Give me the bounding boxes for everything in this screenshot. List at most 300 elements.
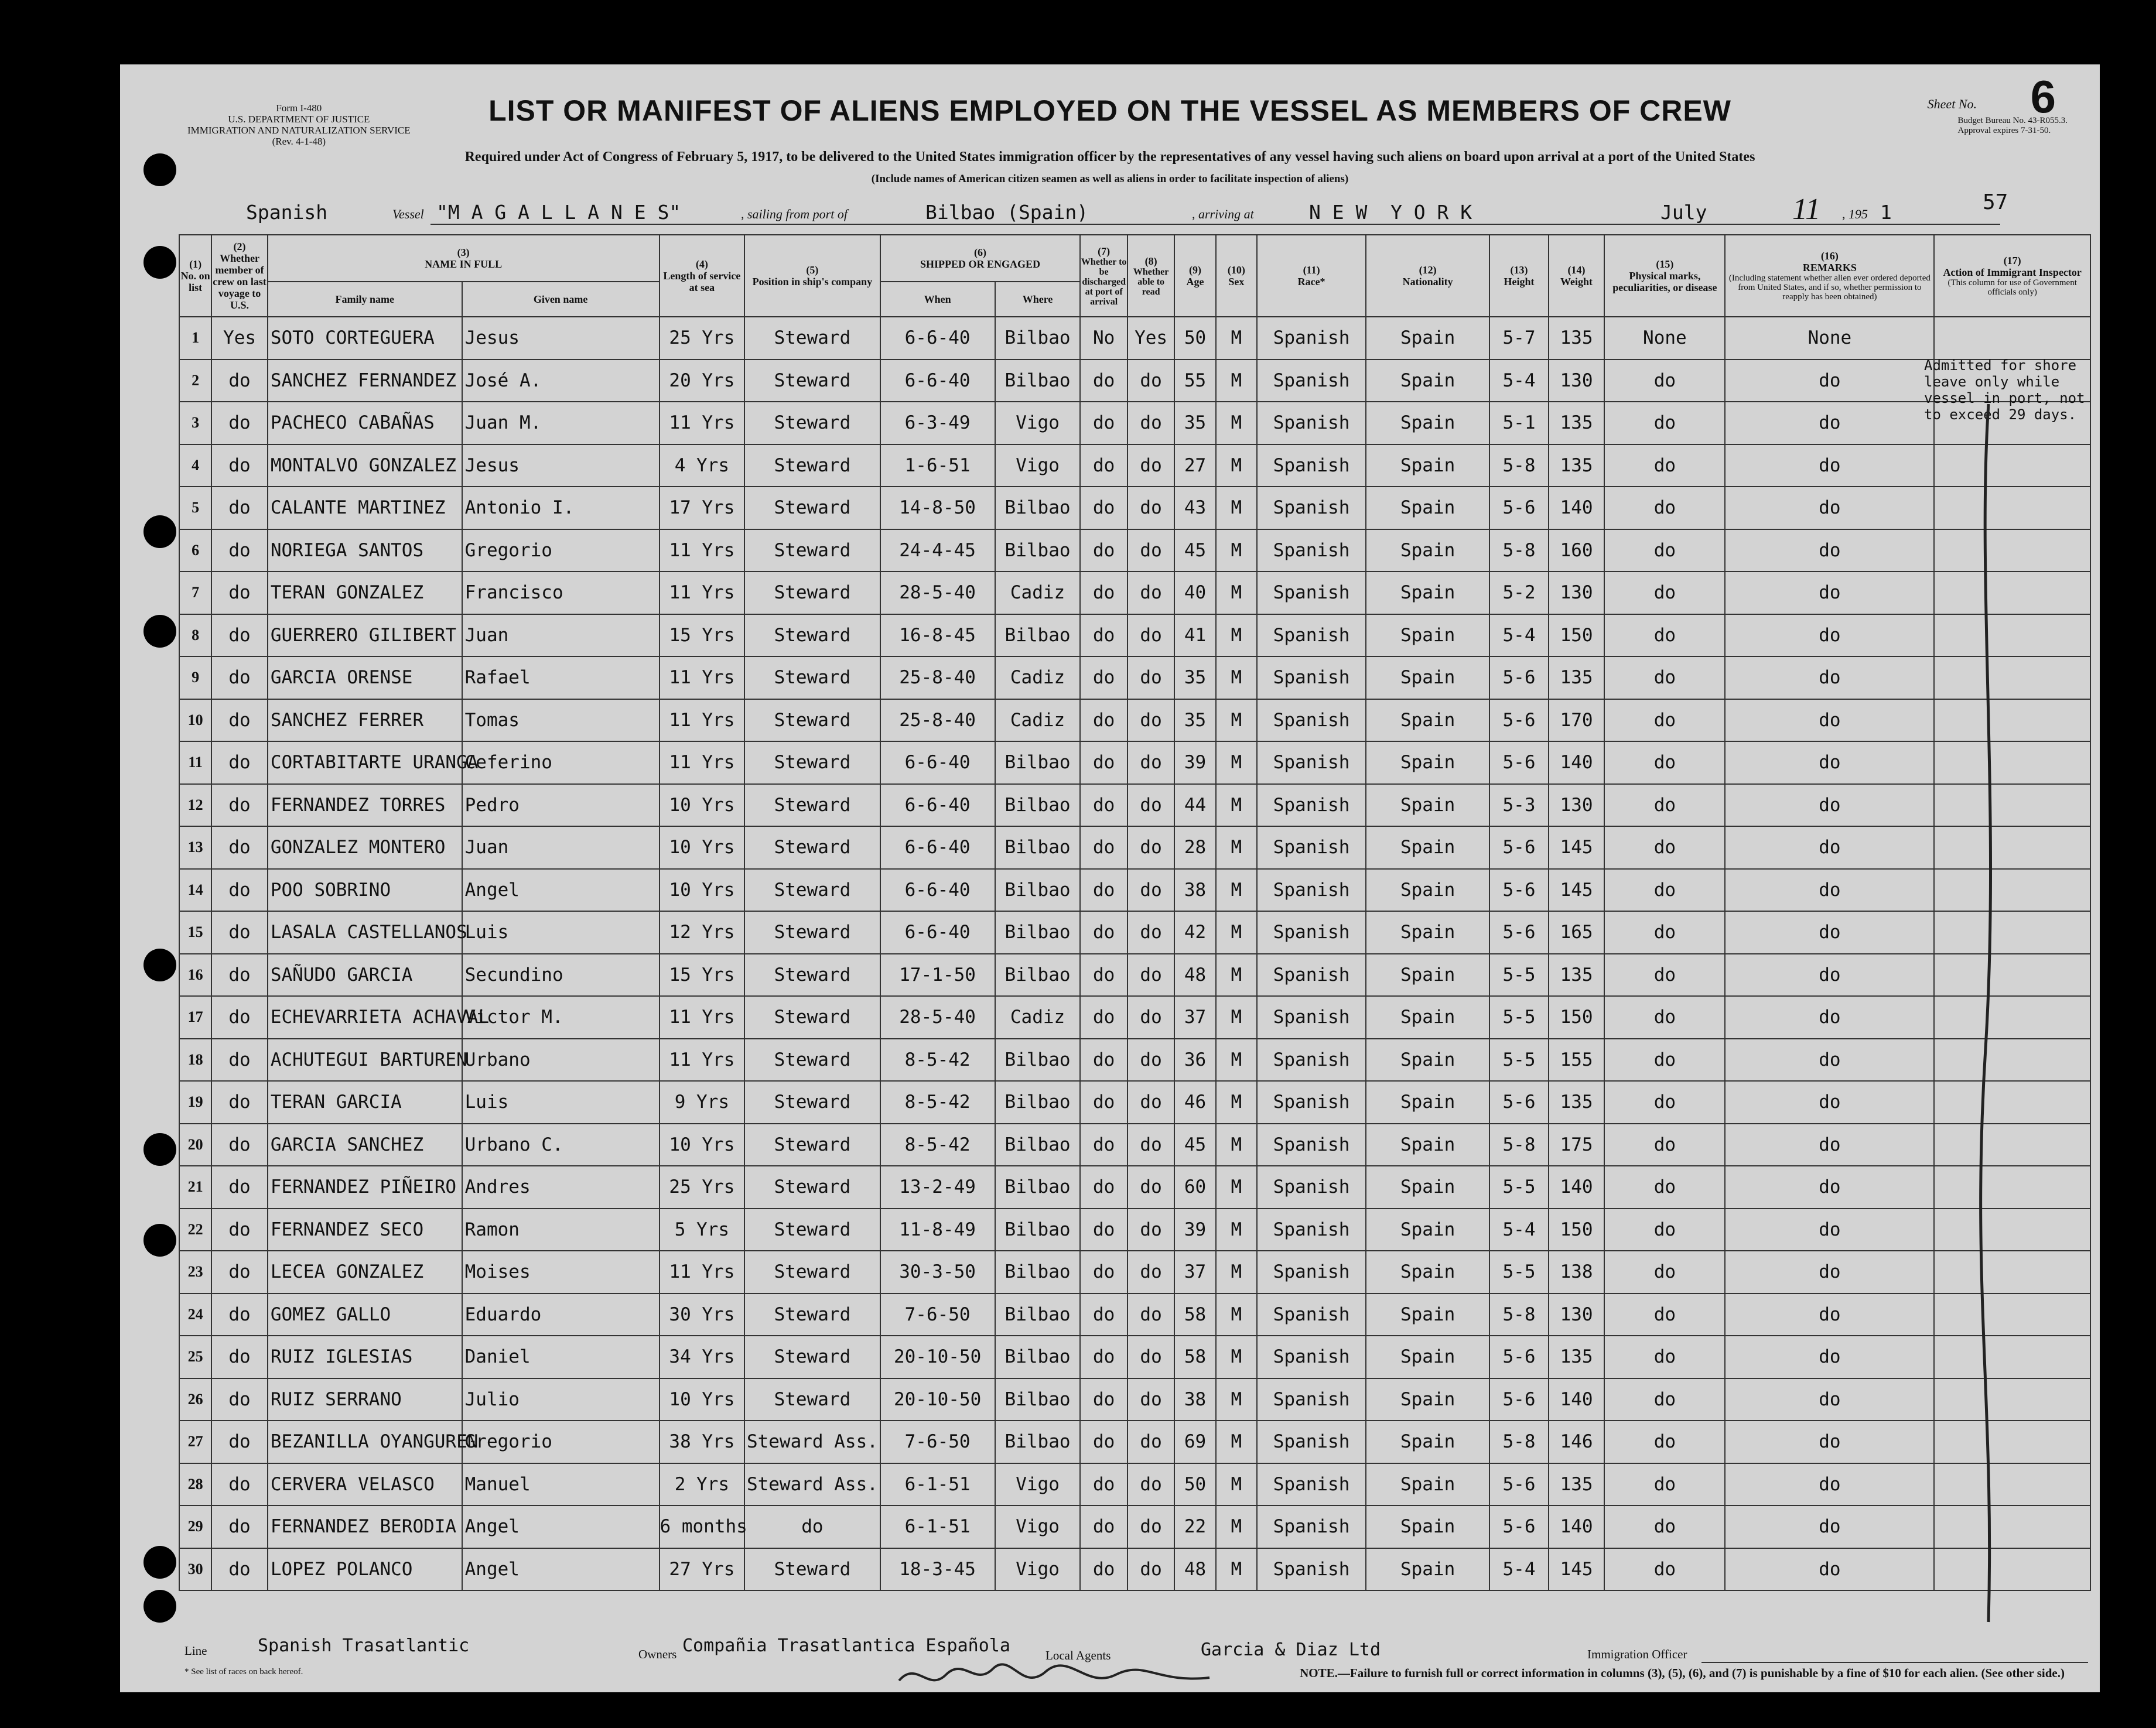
cell-able-to-read: do [1127, 1463, 1174, 1506]
cell-length-of-service: 34 Yrs [660, 1336, 745, 1378]
cell-able-to-read: do [1127, 954, 1174, 997]
cell-shipped-when: 28-5-40 [880, 996, 995, 1039]
cell-able-to-read: do [1127, 1336, 1174, 1378]
cell-given-name: José A. [462, 360, 660, 402]
cell-shipped-where: Bilbao [995, 317, 1081, 360]
cell-remarks: do [1725, 1463, 1934, 1506]
cell-position: Steward [744, 1548, 880, 1591]
cell-physical-marks: do [1604, 487, 1725, 529]
cell-row-number: 22 [179, 1209, 211, 1251]
cell-able-to-read: do [1127, 444, 1174, 487]
cell-remarks: do [1725, 1421, 1934, 1463]
cell-age: 58 [1174, 1294, 1215, 1336]
cell-shipped-when: 24-4-45 [880, 529, 995, 572]
binder-hole [143, 246, 176, 279]
cell-family-name: NORIEGA SANTOS [268, 529, 462, 572]
cell-race: Spanish [1257, 699, 1366, 742]
cell-height: 5-4 [1489, 614, 1549, 657]
cell-previous-voyage: do [211, 1166, 268, 1209]
cell-nationality: Spain [1366, 1251, 1489, 1294]
cell-weight: 130 [1549, 572, 1605, 614]
cell-family-name: TERAN GARCIA [268, 1081, 462, 1124]
cell-length-of-service: 11 Yrs [660, 529, 745, 572]
cell-previous-voyage: do [211, 911, 268, 954]
cell-length-of-service: 11 Yrs [660, 1039, 745, 1082]
binder-hole [143, 1590, 176, 1623]
cell-inspector-action [1934, 784, 2090, 827]
cell-previous-voyage: do [211, 1294, 268, 1336]
cell-shipped-where: Bilbao [995, 826, 1081, 869]
cell-sex: M [1216, 996, 1257, 1039]
binder-hole [143, 153, 176, 186]
owners-value: Compañia Trasatlantica Española [682, 1635, 1010, 1656]
cell-able-to-read: do [1127, 1251, 1174, 1294]
cell-age: 50 [1174, 317, 1215, 360]
col-name-number: (3) [457, 247, 470, 258]
col-sex-label: Sex [1228, 276, 1245, 288]
cell-sex: M [1216, 784, 1257, 827]
cell-weight: 150 [1549, 1209, 1605, 1251]
cell-remarks: do [1725, 954, 1934, 997]
cell-physical-marks: do [1604, 402, 1725, 444]
table-row [179, 572, 2090, 614]
col-service-label: Length of service at sea [663, 270, 741, 293]
cell-shipped-when: 6-3-49 [880, 402, 995, 444]
cell-shipped-where: Bilbao [995, 614, 1081, 657]
service-name: IMMIGRATION AND NATURALIZATION SERVICE [187, 125, 411, 136]
cell-shipped-when: 6-6-40 [880, 360, 995, 402]
cell-shipped-when: 6-6-40 [880, 826, 995, 869]
cell-shipped-when: 8-5-42 [880, 1081, 995, 1124]
cell-given-name: Manuel [462, 1463, 660, 1506]
col-inspector-label: Action of Immigrant Inspector [1943, 266, 2082, 278]
cell-physical-marks: do [1604, 1166, 1725, 1209]
cell-able-to-read: do [1127, 1505, 1174, 1548]
cell-inspector-action [1934, 1039, 2090, 1082]
cell-inspector-action [1934, 954, 2090, 997]
cell-race: Spanish [1257, 869, 1366, 912]
cell-previous-voyage: do [211, 954, 268, 997]
cell-row-number: 23 [179, 1251, 211, 1294]
cell-family-name: RUIZ SERRANO [268, 1378, 462, 1421]
col-shipped-label: SHIPPED OR ENGAGED [920, 258, 1041, 270]
cell-position: Steward [744, 1336, 880, 1378]
cell-row-number: 15 [179, 911, 211, 954]
cell-length-of-service: 2 Yrs [660, 1463, 745, 1506]
cell-height: 5-1 [1489, 402, 1549, 444]
cell-previous-voyage: do [211, 1251, 268, 1294]
cell-row-number: 19 [179, 1081, 211, 1124]
cell-sex: M [1216, 1166, 1257, 1209]
cell-sex: M [1216, 444, 1257, 487]
cell-position: Steward [744, 614, 880, 657]
col-shipped-number: (6) [974, 247, 986, 258]
table-row [179, 741, 2090, 784]
cell-given-name: Angel [462, 1548, 660, 1591]
form-number: Form I-480 [276, 102, 322, 114]
binder-hole [143, 615, 176, 648]
cell-family-name: CERVERA VELASCO [268, 1463, 462, 1506]
cell-shipped-when: 6-6-40 [880, 869, 995, 912]
col-height [1489, 235, 1549, 317]
cell-inspector-action [1934, 1463, 2090, 1506]
cell-shipped-when: 28-5-40 [880, 572, 995, 614]
col-height-number: (13) [1510, 264, 1528, 276]
cell-sex: M [1216, 1294, 1257, 1336]
binder-hole [143, 1133, 176, 1166]
cell-remarks: do [1725, 1166, 1934, 1209]
col-remarks-number: (16) [1820, 250, 1839, 262]
cell-age: 48 [1174, 954, 1215, 997]
cell-shipped-when: 8-5-42 [880, 1039, 995, 1082]
cell-length-of-service: 30 Yrs [660, 1294, 745, 1336]
cell-position: Steward [744, 360, 880, 402]
cell-height: 5-4 [1489, 1209, 1549, 1251]
table-row [179, 784, 2090, 827]
cell-shipped-when: 16-8-45 [880, 614, 995, 657]
cell-nationality: Spain [1366, 1336, 1489, 1378]
cell-remarks: do [1725, 1209, 1934, 1251]
cell-position: Steward [744, 1039, 880, 1082]
cell-family-name: FERNANDEZ TORRES [268, 784, 462, 827]
cell-row-number: 4 [179, 444, 211, 487]
cell-discharged: do [1080, 826, 1127, 869]
cell-given-name: Urbano [462, 1039, 660, 1082]
cell-remarks: None [1725, 317, 1934, 360]
cell-length-of-service: 5 Yrs [660, 1209, 745, 1251]
crew-table [179, 234, 2091, 1591]
table-row [179, 1548, 2090, 1591]
cell-inspector-action [1934, 996, 2090, 1039]
cell-given-name: Jesus [462, 317, 660, 360]
cell-nationality: Spain [1366, 360, 1489, 402]
cell-position: Steward Ass. [744, 1463, 880, 1506]
cell-shipped-where: Bilbao [995, 1336, 1081, 1378]
cell-inspector-action [1934, 826, 2090, 869]
cell-discharged: do [1080, 1294, 1127, 1336]
col-when: When [880, 282, 995, 317]
cell-weight: 145 [1549, 826, 1605, 869]
cell-weight: 155 [1549, 1039, 1605, 1082]
approval-expiry: Approval expires 7-31-50. [1957, 126, 2051, 135]
col-family-name: Family name [268, 282, 462, 317]
cell-sex: M [1216, 699, 1257, 742]
cell-nationality: Spain [1366, 954, 1489, 997]
cell-nationality: Spain [1366, 444, 1489, 487]
cell-length-of-service: 17 Yrs [660, 487, 745, 529]
cell-inspector-action [1934, 656, 2090, 699]
cell-family-name: ECHEVARRIETA ACHAVAL [268, 996, 462, 1039]
cell-given-name: Juan [462, 826, 660, 869]
cell-weight: 130 [1549, 1294, 1605, 1336]
cell-shipped-when: 6-6-40 [880, 911, 995, 954]
cell-row-number: 28 [179, 1463, 211, 1506]
cell-able-to-read: do [1127, 1081, 1174, 1124]
cell-physical-marks: do [1604, 1421, 1725, 1463]
cell-discharged: do [1080, 1124, 1127, 1166]
cell-weight: 140 [1549, 487, 1605, 529]
col-discharged-number: (7) [1098, 245, 1111, 257]
cell-able-to-read: do [1127, 996, 1174, 1039]
cell-position: Steward [744, 444, 880, 487]
cell-family-name: LECEA GONZALEZ [268, 1251, 462, 1294]
cell-shipped-where: Vigo [995, 1505, 1081, 1548]
cell-age: 35 [1174, 402, 1215, 444]
cell-race: Spanish [1257, 741, 1366, 784]
sheet-number: 6 [2030, 71, 2056, 122]
table-row [179, 317, 2090, 360]
cell-inspector-action [1934, 572, 2090, 614]
cell-position: Steward [744, 1166, 880, 1209]
cell-sex: M [1216, 572, 1257, 614]
cell-family-name: FERNANDEZ SECO [268, 1209, 462, 1251]
cell-nationality: Spain [1366, 572, 1489, 614]
cell-discharged: do [1080, 1463, 1127, 1506]
cell-physical-marks: do [1604, 741, 1725, 784]
cell-remarks: do [1725, 826, 1934, 869]
cell-able-to-read: do [1127, 1039, 1174, 1082]
cell-race: Spanish [1257, 1548, 1366, 1591]
cell-position: Steward [744, 656, 880, 699]
cell-sex: M [1216, 1548, 1257, 1591]
cell-sex: M [1216, 954, 1257, 997]
cell-nationality: Spain [1366, 1505, 1489, 1548]
cell-length-of-service: 15 Yrs [660, 614, 745, 657]
cell-height: 5-5 [1489, 1166, 1549, 1209]
cell-row-number: 2 [179, 360, 211, 402]
cell-given-name: Andres [462, 1166, 660, 1209]
cell-family-name: TERAN GONZALEZ [268, 572, 462, 614]
cell-remarks: do [1725, 741, 1934, 784]
cell-age: 37 [1174, 1251, 1215, 1294]
cell-race: Spanish [1257, 1081, 1366, 1124]
cell-given-name: Gregorio [462, 529, 660, 572]
table-row [179, 444, 2090, 487]
year-digit: 1 [1880, 201, 1892, 224]
officer-label: Immigration Officer [1587, 1647, 1687, 1661]
form-revision: (Rev. 4-1-48) [272, 136, 326, 147]
cell-position: Steward [744, 1251, 880, 1294]
cell-age: 35 [1174, 656, 1215, 699]
cell-shipped-when: 14-8-50 [880, 487, 995, 529]
cell-physical-marks: do [1604, 699, 1725, 742]
cell-race: Spanish [1257, 1039, 1366, 1082]
cell-nationality: Spain [1366, 1421, 1489, 1463]
cell-height: 5-6 [1489, 1505, 1549, 1548]
cell-height: 5-6 [1489, 699, 1549, 742]
cell-inspector-action [1934, 1166, 2090, 1209]
cell-age: 38 [1174, 869, 1215, 912]
table-row [179, 614, 2090, 657]
cell-height: 5-7 [1489, 317, 1549, 360]
penalty-note: NOTE.—Failure to furnish full or correct information in columns (3), (5), (6), and (7) is punishable by a fine of $10 for each alien. (See other side.) [1300, 1666, 2065, 1680]
cell-given-name: Angel [462, 869, 660, 912]
table-row [179, 1166, 2090, 1209]
cell-row-number: 6 [179, 529, 211, 572]
cell-length-of-service: 4 Yrs [660, 444, 745, 487]
cell-given-name: Victor M. [462, 996, 660, 1039]
cell-age: 60 [1174, 1166, 1215, 1209]
line-label: Line [184, 1644, 207, 1658]
cell-discharged: do [1080, 954, 1127, 997]
cell-shipped-when: 8-5-42 [880, 1124, 995, 1166]
cell-age: 39 [1174, 1209, 1215, 1251]
cell-inspector-action [1934, 699, 2090, 742]
table-row [179, 1209, 2090, 1251]
cell-nationality: Spain [1366, 1548, 1489, 1591]
cell-nationality: Spain [1366, 826, 1489, 869]
cell-row-number: 12 [179, 784, 211, 827]
cell-age: 42 [1174, 911, 1215, 954]
line-value: Spanish Trasatlantic [258, 1635, 470, 1656]
cell-physical-marks: do [1604, 1548, 1725, 1591]
include-note: (Include names of American citizen seamen as well as aliens in order to facilitate inspection of aliens) [871, 173, 1349, 185]
cell-able-to-read: do [1127, 741, 1174, 784]
binder-hole [143, 1224, 176, 1257]
cell-position: Steward [744, 911, 880, 954]
cell-inspector-action [1934, 444, 2090, 487]
cell-height: 5-6 [1489, 1378, 1549, 1421]
cell-discharged: do [1080, 784, 1127, 827]
manifest-sheet [120, 64, 2100, 1692]
cell-family-name: SOTO CORTEGUERA [268, 317, 462, 360]
cell-given-name: Francisco [462, 572, 660, 614]
cell-length-of-service: 10 Yrs [660, 1124, 745, 1166]
col-weight-number: (14) [1567, 264, 1586, 276]
cell-age: 39 [1174, 741, 1215, 784]
cell-row-number: 14 [179, 869, 211, 912]
cell-discharged: do [1080, 614, 1127, 657]
cell-position: do [744, 1505, 880, 1548]
cell-weight: 138 [1549, 1251, 1605, 1294]
cell-sex: M [1216, 1336, 1257, 1378]
cell-race: Spanish [1257, 1378, 1366, 1421]
cell-able-to-read: do [1127, 360, 1174, 402]
cell-able-to-read: Yes [1127, 317, 1174, 360]
cell-height: 5-4 [1489, 360, 1549, 402]
cell-family-name: LOPEZ POLANCO [268, 1548, 462, 1591]
inspector-note: Admitted for shore leave only while vessel in port, not to exceed 29 days. [1924, 357, 2085, 423]
cell-weight: 135 [1549, 402, 1605, 444]
cell-sex: M [1216, 1209, 1257, 1251]
cell-remarks: do [1725, 1081, 1934, 1124]
cell-sex: M [1216, 487, 1257, 529]
cell-physical-marks: do [1604, 1039, 1725, 1082]
cell-shipped-where: Bilbao [995, 1081, 1081, 1124]
cell-inspector-action [1934, 1378, 2090, 1421]
col-age-number: (9) [1189, 264, 1201, 276]
cell-length-of-service: 6 months [660, 1505, 745, 1548]
cell-nationality: Spain [1366, 1039, 1489, 1082]
cell-age: 22 [1174, 1505, 1215, 1548]
cell-previous-voyage: do [211, 360, 268, 402]
cell-height: 5-6 [1489, 1081, 1549, 1124]
cell-race: Spanish [1257, 1463, 1366, 1506]
cell-discharged: do [1080, 656, 1127, 699]
cell-remarks: do [1725, 699, 1934, 742]
table-row [179, 699, 2090, 742]
cell-height: 5-6 [1489, 487, 1549, 529]
cell-position: Steward [744, 869, 880, 912]
cell-row-number: 26 [179, 1378, 211, 1421]
cell-age: 55 [1174, 360, 1215, 402]
cell-remarks: do [1725, 1336, 1934, 1378]
cell-previous-voyage: do [211, 1463, 268, 1506]
cell-row-number: 9 [179, 656, 211, 699]
table-row [179, 911, 2090, 954]
cell-weight: 135 [1549, 1081, 1605, 1124]
cell-race: Spanish [1257, 1209, 1366, 1251]
cell-row-number: 10 [179, 699, 211, 742]
cell-physical-marks: do [1604, 656, 1725, 699]
cell-remarks: do [1725, 656, 1934, 699]
arrival-port: N E W Y O R K [1309, 201, 1472, 224]
cell-previous-voyage: do [211, 699, 268, 742]
cell-family-name: GARCIA SANCHEZ [268, 1124, 462, 1166]
cell-shipped-where: Vigo [995, 1463, 1081, 1506]
cell-position: Steward [744, 572, 880, 614]
cell-shipped-where: Vigo [995, 444, 1081, 487]
cell-position: Steward [744, 1081, 880, 1124]
cell-sex: M [1216, 317, 1257, 360]
cell-physical-marks: do [1604, 1251, 1725, 1294]
col-race-label: Race* [1297, 276, 1325, 288]
cell-age: 27 [1174, 444, 1215, 487]
cell-discharged: do [1080, 1378, 1127, 1421]
cell-discharged: do [1080, 699, 1127, 742]
sheet-label: Sheet No. [1927, 97, 1977, 111]
cell-previous-voyage: do [211, 1124, 268, 1166]
cell-height: 5-5 [1489, 1039, 1549, 1082]
cell-sex: M [1216, 529, 1257, 572]
cell-shipped-when: 7-6-50 [880, 1421, 995, 1463]
cell-remarks: do [1725, 572, 1934, 614]
col-inspector-action [1934, 235, 2090, 317]
cell-shipped-when: 6-6-40 [880, 741, 995, 784]
col-sex [1216, 235, 1257, 317]
table-row [179, 487, 2090, 529]
cell-nationality: Spain [1366, 614, 1489, 657]
cell-length-of-service: 38 Yrs [660, 1421, 745, 1463]
cell-weight: 150 [1549, 996, 1605, 1039]
budget-bureau [1958, 116, 2068, 136]
cell-physical-marks: do [1604, 996, 1725, 1039]
cell-shipped-where: Bilbao [995, 869, 1081, 912]
cell-inspector-action [1934, 487, 2090, 529]
cell-inspector-action [1934, 1505, 2090, 1548]
col-weight [1549, 235, 1605, 317]
cell-shipped-when: 17-1-50 [880, 954, 995, 997]
cell-weight: 130 [1549, 784, 1605, 827]
cell-previous-voyage: do [211, 741, 268, 784]
cell-inspector-action [1934, 741, 2090, 784]
cell-age: 35 [1174, 699, 1215, 742]
cell-length-of-service: 11 Yrs [660, 1251, 745, 1294]
cell-previous-voyage: do [211, 402, 268, 444]
cell-weight: 150 [1549, 614, 1605, 657]
cell-position: Steward [744, 954, 880, 997]
cell-row-number: 1 [179, 317, 211, 360]
cell-row-number: 27 [179, 1421, 211, 1463]
col-weight-label: Weight [1560, 276, 1593, 288]
table-row [179, 1336, 2090, 1378]
cell-discharged: No [1080, 317, 1127, 360]
col-previous-voyage [211, 235, 268, 317]
cell-shipped-where: Bilbao [995, 1209, 1081, 1251]
cell-physical-marks: do [1604, 1081, 1725, 1124]
cell-given-name: Luis [462, 911, 660, 954]
table-row [179, 1505, 2090, 1548]
